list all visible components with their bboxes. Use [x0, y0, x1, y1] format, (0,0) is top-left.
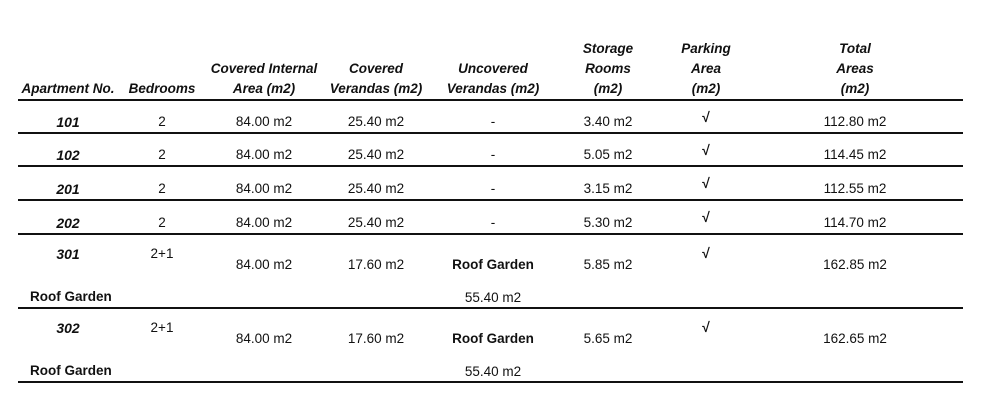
internal-area-value: 84.00 m2 — [235, 257, 293, 272]
covered-verandas-value: 25.40 m2 — [347, 215, 405, 230]
header-covered-internal-area: Covered Internal Area (m2) — [210, 61, 318, 96]
header-storage-rooms: Storage Rooms (m2) — [582, 41, 634, 96]
apartment-number: 302 — [56, 320, 80, 336]
header-uncovered-verandas: Uncovered Verandas (m2) — [446, 61, 540, 96]
internal-area-value: 84.00 m2 — [235, 215, 293, 230]
bottom-rule — [18, 381, 963, 383]
covered-verandas-value: 17.60 m2 — [347, 257, 405, 272]
bedrooms-value: 2+1 — [150, 320, 174, 335]
header-parking-area: Parking Area (m2) — [681, 41, 731, 96]
total-area-value: 162.65 m2 — [823, 331, 887, 346]
covered-verandas-value: 17.60 m2 — [347, 331, 405, 346]
uncovered-verandas-value: - — [490, 181, 496, 196]
apartment-number: 101 — [56, 114, 80, 130]
parking-check-icon: √ — [702, 319, 710, 335]
internal-area-value: 84.00 m2 — [235, 181, 293, 196]
storage-value: 5.30 m2 — [583, 215, 633, 230]
parking-check-icon: √ — [702, 109, 710, 125]
total-area-value: 114.70 m2 — [823, 215, 887, 230]
storage-value: 5.05 m2 — [583, 147, 633, 162]
parking-check-icon: √ — [702, 142, 710, 158]
covered-verandas-value: 25.40 m2 — [347, 147, 405, 162]
uncovered-verandas-value: - — [490, 215, 496, 230]
storage-value: 5.65 m2 — [583, 331, 633, 346]
roof-garden-label: Roof Garden — [30, 363, 112, 378]
covered-verandas-value: 25.40 m2 — [347, 181, 405, 196]
storage-value: 3.40 m2 — [583, 114, 633, 129]
total-area-value: 112.55 m2 — [823, 181, 887, 196]
uncovered-verandas-value: - — [490, 147, 496, 162]
internal-area-value: 84.00 m2 — [235, 114, 293, 129]
apartment-number: 201 — [56, 181, 80, 197]
uncovered-verandas-value: Roof Garden — [452, 257, 534, 272]
total-area-value: 112.80 m2 — [823, 114, 887, 129]
header-bedrooms: Bedrooms — [128, 81, 196, 96]
apartment-number: 202 — [56, 215, 80, 231]
row-rule — [18, 233, 963, 235]
uncovered-verandas-value: Roof Garden — [452, 331, 534, 346]
parking-check-icon: √ — [702, 175, 710, 191]
total-area-value: 162.85 m2 — [823, 257, 887, 272]
apartment-number: 102 — [56, 147, 80, 163]
header-total-areas: Total Areas (m2) — [836, 41, 874, 96]
internal-area-value: 84.00 m2 — [235, 147, 293, 162]
bedrooms-value: 2 — [158, 114, 166, 129]
bedrooms-value: 2 — [158, 181, 166, 196]
row-rule — [18, 307, 963, 309]
parking-check-icon: √ — [702, 245, 710, 261]
header-rule — [18, 99, 963, 101]
roof-garden-area-value: 55.40 m2 — [464, 290, 522, 305]
covered-verandas-value: 25.40 m2 — [347, 114, 405, 129]
storage-value: 5.85 m2 — [583, 257, 633, 272]
bedrooms-value: 2 — [158, 147, 166, 162]
row-rule — [18, 199, 963, 201]
internal-area-value: 84.00 m2 — [235, 331, 293, 346]
apartment-number: 301 — [56, 246, 80, 262]
bedrooms-value: 2 — [158, 215, 166, 230]
parking-check-icon: √ — [702, 209, 710, 225]
storage-value: 3.15 m2 — [583, 181, 633, 196]
bedrooms-value: 2+1 — [150, 246, 174, 261]
row-rule — [18, 132, 963, 134]
roof-garden-label: Roof Garden — [30, 289, 112, 304]
row-rule — [18, 165, 963, 167]
roof-garden-area-value: 55.40 m2 — [464, 364, 522, 379]
header-apartment-no: Apartment No. — [21, 81, 115, 96]
total-area-value: 114.45 m2 — [823, 147, 887, 162]
uncovered-verandas-value: - — [490, 114, 496, 129]
header-covered-verandas: Covered Verandas (m2) — [329, 61, 423, 96]
